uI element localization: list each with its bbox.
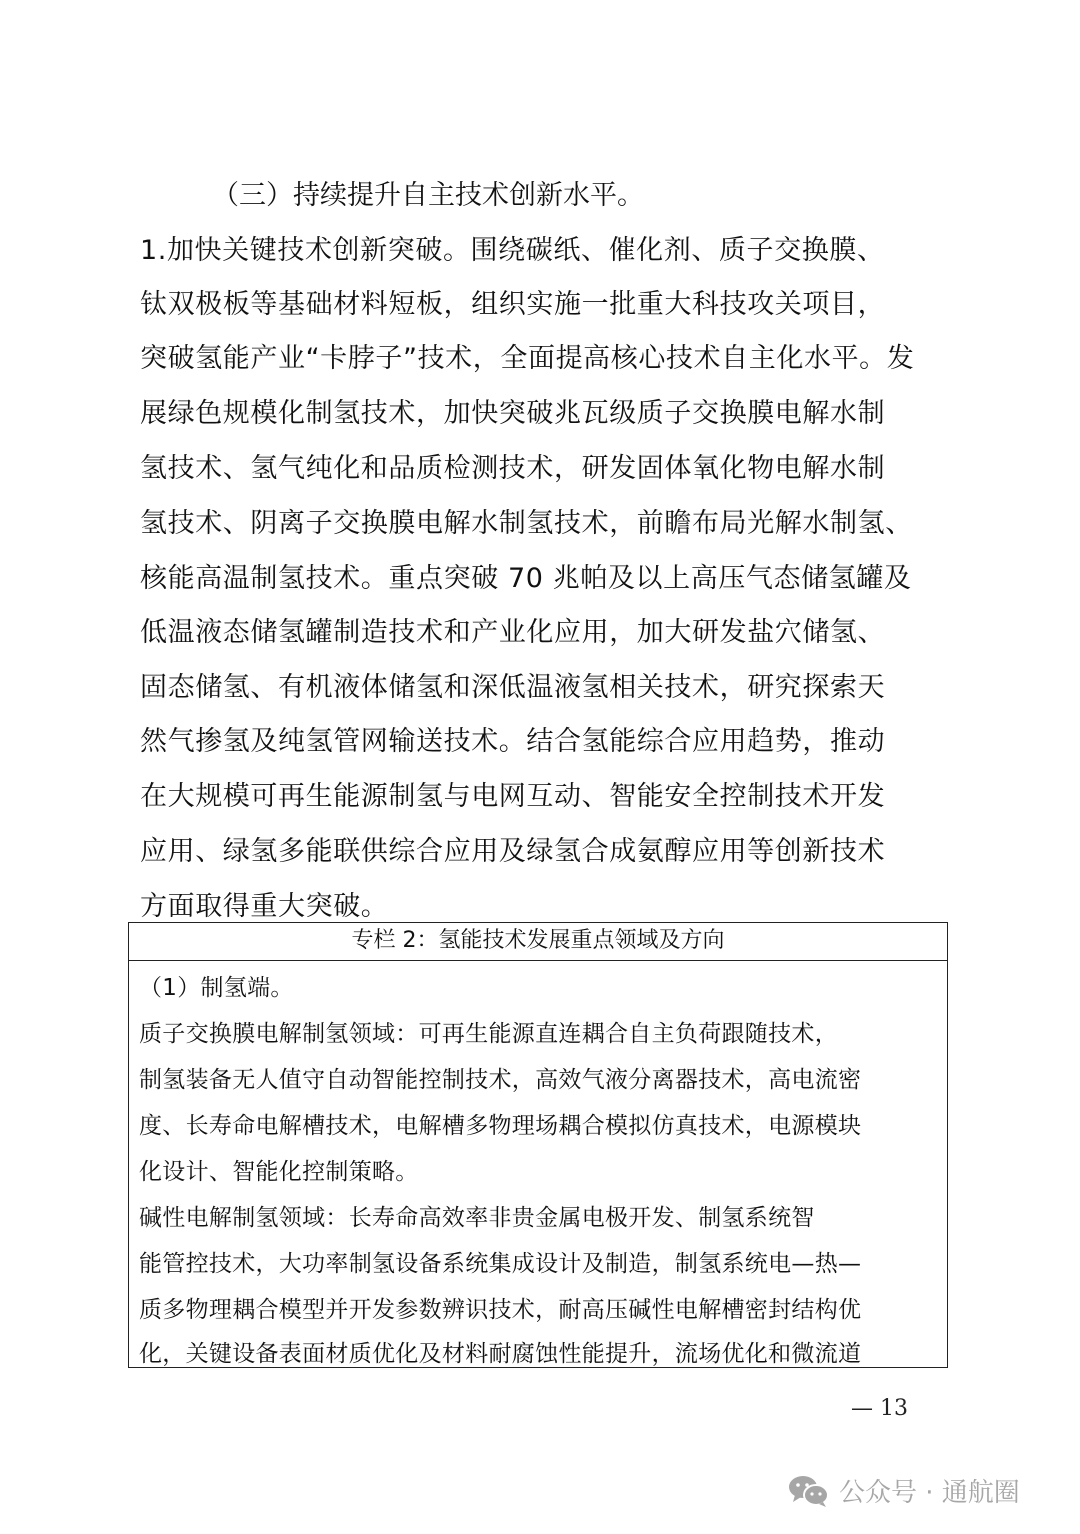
section-heading: （三）持续提升自主技术创新水平。 xyxy=(212,180,644,211)
feature-box xyxy=(128,922,948,1368)
paragraph-line: 然气掺氢及纯氢管网输送技术。结合氢能综合应用趋势，推动 xyxy=(140,726,886,757)
paragraph-line: 氢技术、氢气纯化和品质检测技术，研发固体氧化物电解水制 xyxy=(140,453,886,484)
paragraph-line: 核能高温制氢技术。重点突破 70 兆帕及以上高压气态储氢罐及 xyxy=(140,563,912,594)
watermark-text: 公众号 · 通航圈 xyxy=(839,1478,1020,1508)
wechat-icon xyxy=(787,1474,831,1508)
paragraph-line: 突破氢能产业“卡脖子”技术，全面提高核心技术自主化水平。发 xyxy=(140,343,915,374)
paragraph-line: 低温液态储氢罐制造技术和产业化应用，加大研发盐穴储氢、 xyxy=(140,617,886,648)
paragraph-line: 方面取得重大突破。 xyxy=(140,891,389,922)
paragraph-line: 在大规模可再生能源制氢与电网互动、智能安全控制技术开发 xyxy=(140,781,886,812)
box-line: 能管控技术，大功率制氢设备系统集成设计及制造，制氢系统电—热— xyxy=(139,1251,862,1277)
paragraph-line: 展绿色规模化制氢技术，加快突破兆瓦级质子交换膜电解水制 xyxy=(140,398,886,429)
feature-box-title: 专栏 2：氢能技术发展重点领域及方向 xyxy=(129,923,947,961)
paragraph-line: 固态储氢、有机液体储氢和深低温液氢相关技术，研究探索天 xyxy=(140,672,886,703)
box-line: 质多物理耦合模型并开发参数辨识技术，耐高压碱性电解槽密封结构优 xyxy=(139,1297,862,1323)
box-line: 制氢装备无人值守自动智能控制技术，高效气液分离器技术，高电流密 xyxy=(139,1067,862,1093)
page-number: — 13 xyxy=(851,1396,908,1421)
paragraph-line: 钛双极板等基础材料短板，组织实施一批重大科技攻关项目， xyxy=(140,289,886,320)
box-line: 化设计、智能化控制策略。 xyxy=(139,1159,419,1185)
paragraph-line: 应用、绿氢多能联供综合应用及绿氢合成氨醇应用等创新技术 xyxy=(140,836,886,867)
box-line: 化，关键设备表面材质优化及材料耐腐蚀性能提升，流场优化和微流道 xyxy=(139,1341,862,1367)
box-line: 质子交换膜电解制氢领域：可再生能源直连耦合自主负荷跟随技术， xyxy=(139,1021,838,1047)
box-line: 碱性电解制氢领域：长寿命高效率非贵金属电极开发、制氢系统智 xyxy=(139,1205,815,1231)
box-line: （1）制氢端。 xyxy=(139,975,294,1001)
paragraph-line: 氢技术、阴离子交换膜电解水制氢技术，前瞻布局光解水制氢、 xyxy=(140,508,913,539)
watermark xyxy=(787,1472,1020,1509)
paragraph-line: 1.加快关键技术创新突破。围绕碳纸、催化剂、质子交换膜、 xyxy=(140,235,885,266)
box-line: 度、长寿命电解槽技术，电解槽多物理场耦合模拟仿真技术，电源模块 xyxy=(139,1113,862,1139)
